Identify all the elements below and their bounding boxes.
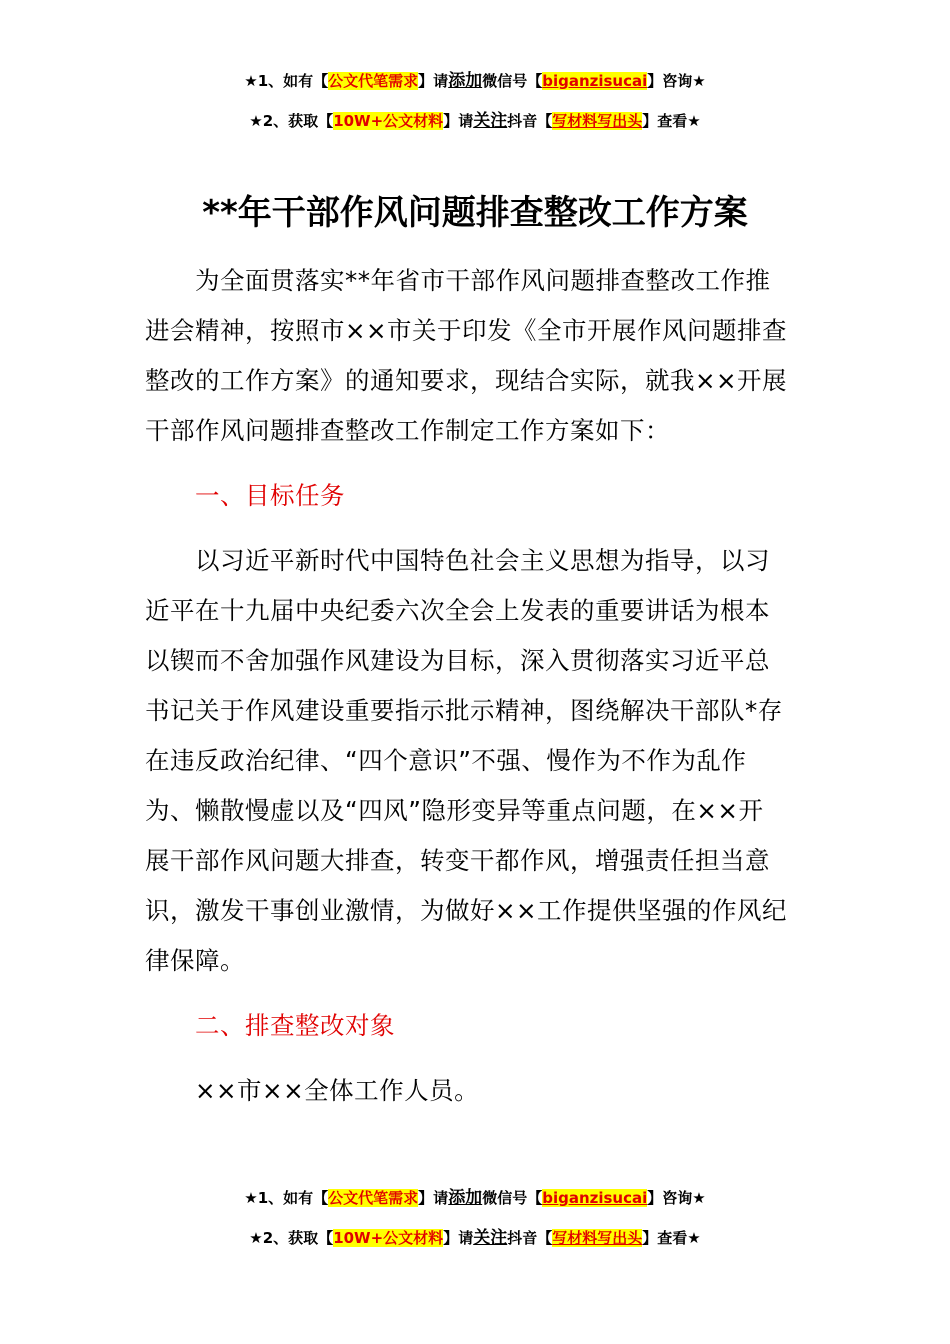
- text: 】咨询★: [647, 72, 706, 90]
- document-title: **年干部作风问题排查整改工作方案: [202, 193, 748, 233]
- text: 微信号【: [482, 72, 543, 90]
- paragraph-line: 为全面贯落实**年省市干部作风问题排查整改工作推: [195, 266, 771, 295]
- paragraph-line: 识，激发干事创业激情，为做好××工作提供坚强的作风纪: [145, 896, 788, 925]
- text: ★1、如有【: [244, 72, 329, 90]
- highlight-text: biganzisucai: [542, 1189, 648, 1207]
- text: ★2、获取【: [249, 112, 334, 130]
- paragraph-line: 以习近平新时代中国特色社会主义思想为指导，以习: [195, 546, 770, 575]
- paragraph-line: 以锲而不舍加强作风建设为目标，深入贯彻落实习近平总: [145, 646, 770, 675]
- text: 】请: [443, 1229, 474, 1247]
- highlight-text: 写材料写出头: [552, 112, 643, 130]
- highlight-text: 公文代笔需求: [328, 1189, 419, 1207]
- promo-line-1: [0, 1178, 950, 1218]
- section-heading-2: 二、排查整改对象: [195, 1011, 395, 1040]
- promo-footer: [0, 1178, 950, 1258]
- promo-header: [0, 61, 950, 141]
- text: 】请: [418, 1189, 449, 1207]
- promo-line-2: [0, 1218, 950, 1258]
- underlined-text: 关注: [473, 1228, 508, 1248]
- paragraph-line: 书记关于作风建设重要指示批示精神，图绕解决干部队*存: [145, 696, 783, 725]
- highlight-text: 10W+公文材料: [333, 1229, 444, 1247]
- text: 抖音【: [507, 112, 553, 130]
- highlight-text: 10W+公文材料: [333, 112, 444, 130]
- text: ★2、获取【: [249, 1229, 334, 1247]
- text: 】查看★: [642, 112, 701, 130]
- paragraph-line: 展干部作风问题大排查，转变干都作风，增强责任担当意: [145, 846, 770, 875]
- paragraph-line: 整改的工作方案》的通知要求，现结合实际，就我××开展: [145, 366, 788, 395]
- highlight-text: biganzisucai: [542, 72, 648, 90]
- paragraph-line: 近平在十九届中央纪委六次全会上发表的重要讲话为根本: [145, 596, 770, 625]
- underlined-text: 添加: [448, 1188, 483, 1208]
- paragraph-line: 在违反政治纪律、“四个意识”不强、慢作为不作为乱作: [145, 746, 747, 775]
- section-heading-1: 一、目标任务: [195, 481, 345, 510]
- paragraph-line: 律保障。: [145, 946, 245, 975]
- text: ★1、如有【: [244, 1189, 329, 1207]
- highlight-text: 公文代笔需求: [328, 72, 419, 90]
- paragraph-line: ××市××全体工作人员。: [195, 1076, 480, 1105]
- highlight-text: 写材料写出头: [552, 1229, 643, 1247]
- paragraph-line: 为、懒散慢虚以及“四风”隐形变异等重点问题，在××开: [145, 796, 764, 825]
- document-body: [145, 256, 815, 1116]
- paragraph-line: 干部作风问题排查整改工作制定工作方案如下：: [145, 416, 670, 445]
- text: 微信号【: [482, 1189, 543, 1207]
- promo-line-2: [0, 101, 950, 141]
- underlined-text: 添加: [448, 71, 483, 91]
- paragraph-line: 进会精神，按照市××市关于印发《全市开展作风问题排查: [145, 316, 788, 345]
- text: 】请: [443, 112, 474, 130]
- underlined-text: 关注: [473, 111, 508, 131]
- promo-line-1: [0, 61, 950, 101]
- text: 】咨询★: [647, 1189, 706, 1207]
- text: 】查看★: [642, 1229, 701, 1247]
- text: 】请: [418, 72, 449, 90]
- text: 抖音【: [507, 1229, 553, 1247]
